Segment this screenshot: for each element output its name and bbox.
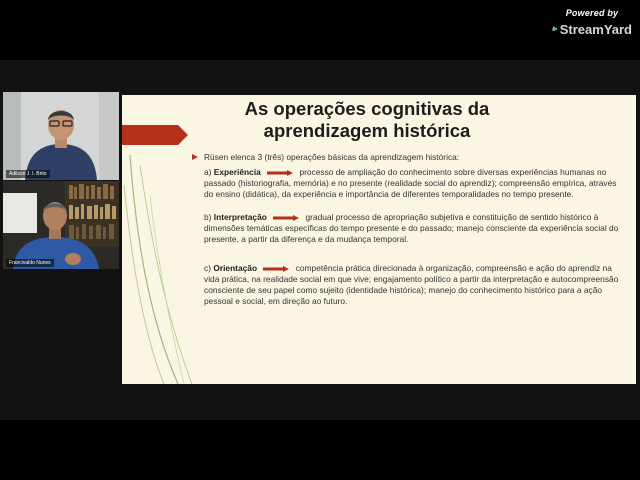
participant-2-image: [3, 181, 119, 269]
item-c-text: competência prática direcionada à organização, compreensão e ação do aprendiz na vida prática, na realidade social em que vive; engajamento político a partir da interpretação e autocompreensão consciente de seu papel como sujeito (identidade histórica); manejo do conhecimento histórico para a ação pessoal e social, em direção ao futuro.: [204, 263, 619, 306]
streamyard-branding: [552, 8, 632, 37]
participant-2-name: Francivaldo Nunes: [6, 259, 54, 267]
item-c-prefix: c): [204, 263, 214, 273]
slide-title: As operações cognitivas da aprendizagem histórica: [244, 98, 490, 141]
slide-body: [204, 152, 628, 307]
operation-item-orientacao: [204, 263, 628, 307]
participant-video-1[interactable]: [3, 92, 119, 180]
right-arrow-icon: [267, 170, 293, 176]
right-arrow-icon: [263, 266, 289, 272]
participant-1-image: [3, 92, 119, 180]
operation-item-experiencia: [204, 167, 628, 200]
item-c-term: Orientação: [213, 263, 258, 273]
item-b-text: gradual processo de apropriação subjetiva e constituição de sentido histórico à dimensões temáticas específicas do tempo presente e do passado; manejo consciente da experiência social do presente, a partir da diferença e da mudança temporal.: [204, 212, 619, 244]
slide-intro: [204, 152, 628, 163]
right-arrow-icon: [273, 215, 299, 221]
bullet-arrow-icon: [192, 154, 198, 160]
slide-intro-text: Rüsen elenca 3 (três) operações básicas da aprendizagem histórica:: [204, 152, 460, 162]
streamyard-logo: [552, 21, 632, 37]
participant-1-name: Adilson J. I. Brito: [6, 170, 50, 178]
participant-video-2[interactable]: [3, 181, 119, 269]
item-b-prefix: b): [204, 212, 214, 222]
item-a-term: Experiência: [213, 167, 261, 177]
powered-by-label: Powered by: [565, 8, 619, 18]
streamyard-logo-icon: [552, 21, 558, 37]
slide-accent-arrow: [122, 125, 188, 145]
item-b-term: Interpretação: [213, 212, 267, 222]
operation-item-interpretacao: [204, 212, 628, 245]
shared-slide: [122, 95, 636, 384]
item-a-prefix: a): [204, 167, 214, 177]
streamyard-name: StreamYard: [559, 21, 632, 37]
item-a-text: processo de ampliação do conhecimento sobre diversas experiências humanas no passado (historiografia, memória) e no presente (realidade social do aprendiz); compreensão empírica, através do ensino (didática), da experiência e importância de diferentes temporalidades no tempo presente.: [204, 167, 617, 199]
